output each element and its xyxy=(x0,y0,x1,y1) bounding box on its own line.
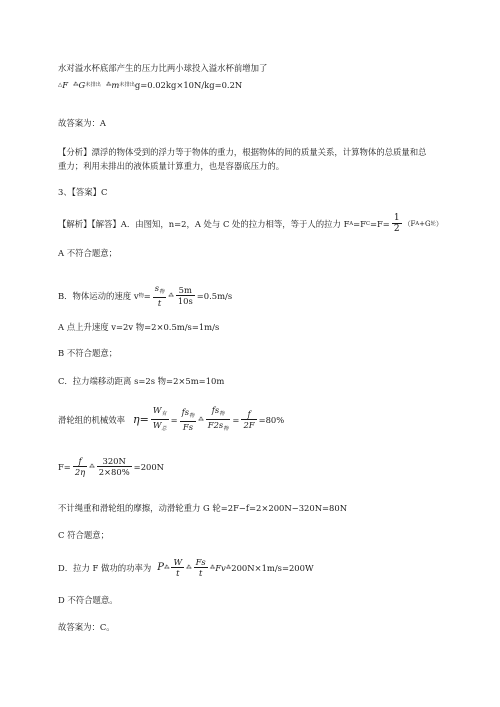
therefore-symbol: ⁂ xyxy=(163,564,170,571)
fraction-f-2eta xyxy=(73,456,87,477)
text-b-not-fit: B 不符合题意； xyxy=(58,348,118,358)
sub-a: A xyxy=(349,220,354,227)
denominator: 2η xyxy=(74,467,86,477)
plus-g: +G xyxy=(419,219,431,228)
fraction-half xyxy=(392,213,402,234)
answer-line-1: 故答案为：A xyxy=(58,118,106,128)
text-a-speed: A 点上升速度 v=2v 物=2×0.5m/s=1m/s xyxy=(58,322,220,332)
answer-line-2: 故答案为：C。 xyxy=(58,622,115,632)
fraction-5m-10s xyxy=(176,285,195,306)
fraction-fs-fs xyxy=(180,407,197,432)
fraction-s-over-t xyxy=(153,283,167,308)
numerator: s xyxy=(154,283,160,293)
var-eta: η= xyxy=(133,412,149,426)
sub-g: 未排出 xyxy=(85,82,101,88)
formula-force xyxy=(58,456,164,477)
formula-result: g=0.02kg×10N/kg=0.2N xyxy=(134,80,243,90)
fraction-fs-f2s xyxy=(206,405,231,434)
denominator: t xyxy=(198,568,203,578)
text-d-not-fit: D 不符合题意。 xyxy=(58,595,118,605)
analysis-line-1: 【分析】漂浮的物体受到的浮力等于物体的重力，根据物体的间的质量关系，计算物体的总质量和总 xyxy=(58,147,427,157)
numerator: 5m xyxy=(176,285,195,296)
text-c-fits: C 符合题意； xyxy=(58,530,109,540)
fraction-320n xyxy=(97,456,132,477)
sub-wheel: 轮 xyxy=(430,220,436,227)
numerator: W xyxy=(173,557,183,567)
var-p: P xyxy=(157,561,164,573)
fraction-f-2f xyxy=(241,409,256,430)
denominator: 2×80% xyxy=(98,467,130,477)
numerator: f xyxy=(73,456,87,467)
sub-m: 未排出 xyxy=(119,82,135,88)
formula-speed xyxy=(58,283,232,308)
formula-pressure-increase xyxy=(58,79,242,91)
equals: = xyxy=(143,290,151,301)
therefore-symbol: ⁂ xyxy=(73,82,79,88)
var-g: G xyxy=(78,80,86,90)
var-f: F xyxy=(62,80,69,90)
numerator: 1 xyxy=(393,213,400,223)
therefore-symbol: ⁂ xyxy=(225,564,232,571)
sub-object: 物 xyxy=(138,292,144,299)
var-m: m xyxy=(111,80,120,90)
numerator: fs xyxy=(211,405,220,415)
eq-part: =F= xyxy=(369,218,390,229)
text-line-1: 水对溢水杯底部产生的压力比两小球投入溢水杯前增加了 xyxy=(58,63,268,73)
sub-object: 物 xyxy=(219,411,225,417)
paren-open: （F xyxy=(403,219,416,228)
equals: = xyxy=(170,414,178,425)
formula-result: 200N×1m/s=200W xyxy=(231,562,314,573)
sub-useful: 有 xyxy=(161,411,167,417)
numerator: f xyxy=(241,409,256,420)
solution-line-a xyxy=(58,213,443,234)
therefore-symbol: ⁂ xyxy=(105,82,112,88)
denominator: t xyxy=(157,298,162,308)
therefore-symbol: ⁂ xyxy=(186,564,192,571)
efficiency-text: 滑轮组的机械效率 xyxy=(58,414,125,425)
denominator: W xyxy=(152,420,162,430)
power-text: D．拉力 F 做功的功率为 xyxy=(58,562,152,573)
denominator: Fs xyxy=(182,422,194,432)
equals: = xyxy=(232,414,240,425)
therefore-symbol: ⁂ xyxy=(168,292,174,299)
denominator: 2 xyxy=(393,224,400,234)
analysis-line-2: 重力；利用未排出的液体质量计算重力，也是容器底压力的。 xyxy=(58,161,285,171)
fraction-w-t xyxy=(171,557,184,578)
var-fv: Fv xyxy=(215,562,226,573)
therefore-symbol: ⁂ xyxy=(89,463,95,470)
formula-power xyxy=(58,557,314,578)
formula-result: =200N xyxy=(133,461,165,472)
sub-object: 物 xyxy=(189,413,195,419)
force-prefix: F= xyxy=(58,461,71,472)
numerator: Fs xyxy=(195,557,206,567)
therefore-symbol: ⁂ xyxy=(209,564,216,571)
formula-result: =0.5m/s xyxy=(196,290,233,301)
paren-close: ） xyxy=(435,219,443,228)
formula-result: =80% xyxy=(258,414,285,425)
text-a-not-fit: A 不符合题意； xyxy=(58,248,117,258)
question-number: 3、【答案】C xyxy=(58,187,108,197)
denominator: F2s xyxy=(207,420,224,430)
sub-object: 物 xyxy=(223,426,229,432)
formula-efficiency xyxy=(58,405,284,434)
eq-part: =F xyxy=(353,218,366,229)
sub-c: C xyxy=(365,220,370,227)
numerator: W xyxy=(152,405,162,415)
speed-text: B．物体运动的速度 v xyxy=(58,290,139,301)
text-pulley-weight: 不计绳重和滑轮组的摩擦，动滑轮重力 G 轮=2F−f=2×200N−320N=80N xyxy=(58,503,348,513)
delta-symbol: △ xyxy=(58,82,63,88)
fraction-w xyxy=(151,405,169,434)
sub-total: 总 xyxy=(161,426,167,432)
sub-object: 物 xyxy=(159,289,165,295)
denominator: 10s xyxy=(177,296,193,306)
text-c-distance: C．拉力端移动距离 s=2s 物=2×5m=10m xyxy=(58,376,225,386)
fraction-fs-t xyxy=(194,557,208,578)
solution-text: 【解析】【解答】A．由图知，n=2，A 处与 C 处的拉力相等，等于人的拉力 F xyxy=(58,218,350,229)
therefore-symbol: ⁂ xyxy=(198,416,204,423)
denominator: t xyxy=(176,568,180,578)
numerator: fs xyxy=(181,407,190,417)
denominator: 2F xyxy=(243,420,255,430)
numerator: 320N xyxy=(97,456,132,467)
sub-a: A xyxy=(415,220,420,227)
